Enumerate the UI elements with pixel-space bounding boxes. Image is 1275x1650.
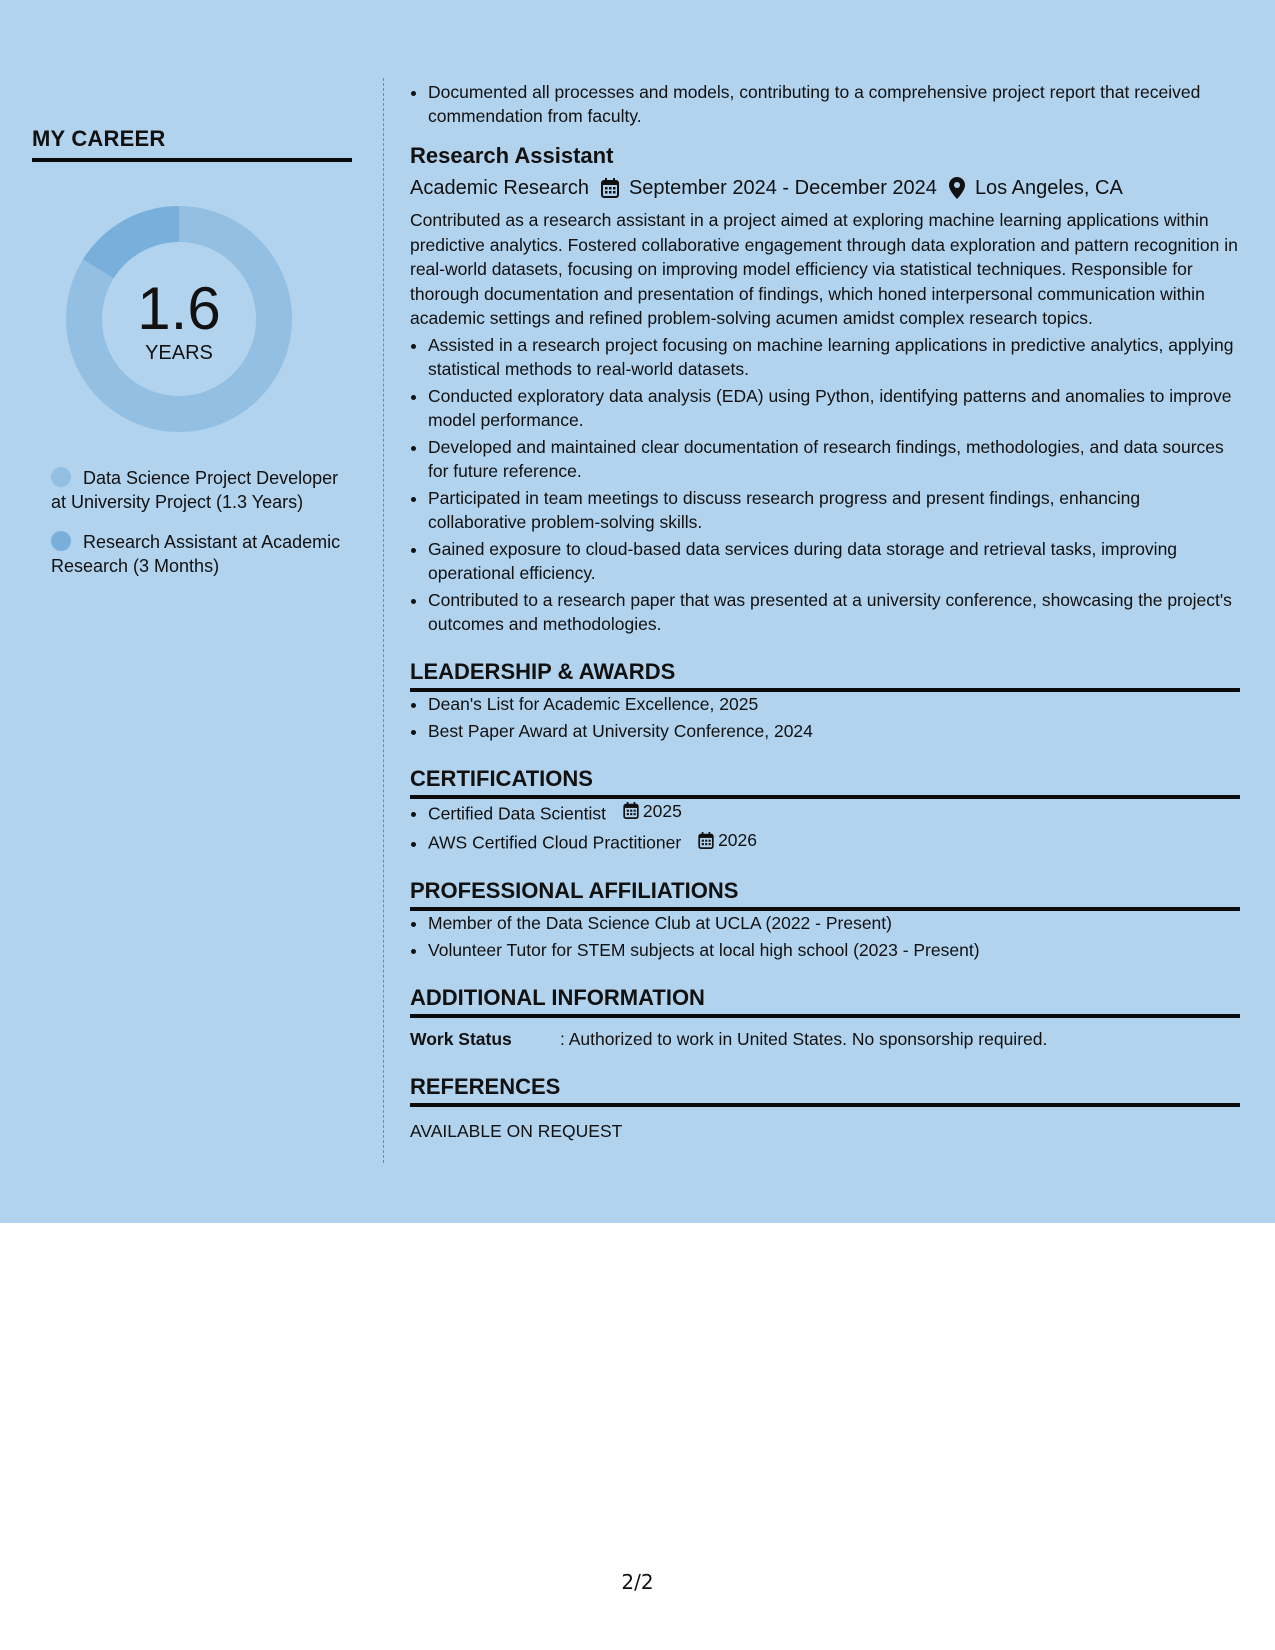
leadership-list: [410, 692, 1240, 743]
certifications-section-title: CERTIFICATIONS: [410, 765, 1240, 799]
job-title: Research Assistant: [410, 143, 614, 168]
career-total-unit: YEARS: [145, 342, 213, 364]
column-divider: [383, 78, 384, 1163]
legend-dot: [51, 531, 71, 551]
certifications-list: [410, 799, 1240, 855]
leadership-section-title: LEADERSHIP & AWARDS: [410, 658, 1240, 692]
page-number: 2/2: [621, 1570, 654, 1594]
work-status-value: : Authorized to work in United States. No sponsorship required.: [560, 1028, 1048, 1049]
main-content: [410, 80, 1240, 1143]
references-text: AVAILABLE ON REQUEST: [410, 1120, 623, 1141]
calendar-icon: [601, 178, 619, 198]
list-item: • Conducted exploratory data analysis (EDA) using Python, identifying patterns and anomalies to improve model performance.: [428, 384, 1240, 432]
job-description: Contributed as a research assistant in a project aimed at exploring machine learning applications within predictive analytics. Fostered collaborative engagement through data exploration and pattern recognition in real-world datasets, focusing on improving model efficiency via statistical techniques. Responsible for thorough documentation and presentation of findings, which honed interpersonal communication within academic settings and refined problem-solving acumen amidst complex research topics.: [410, 210, 1238, 328]
list-item: • Gained exposure to cloud-based data services during data storage and retrieval tasks, improving operational efficiency.: [428, 537, 1240, 585]
list-item: • Member of the Data Science Club at UCLA (2022 - Present): [428, 911, 1240, 935]
list-item: • Best Paper Award at University Conference, 2024: [428, 719, 1240, 743]
list-item: • Participated in team meetings to discuss research progress and present findings, enhancing collaborative problem-solving skills.: [428, 486, 1240, 534]
calendar-icon: [698, 832, 714, 849]
legend-label: Research Assistant at Academic Research (3 Months): [51, 532, 341, 576]
certification-item: [428, 828, 1240, 855]
list-item: • Dean's List for Academic Excellence, 2025: [428, 692, 1240, 716]
legend-dot: [51, 467, 71, 487]
list-item: • Contributed to a research paper that was presented at a university conference, showcasing the project's outcomes and methodologies.: [428, 588, 1240, 636]
list-item: • Assisted in a research project focusing on machine learning applications in predictive analytics, applying statistical methods to real-world datasets.: [428, 333, 1240, 381]
list-item: • Developed and maintained clear documentation of research findings, methodologies, and data sources for future reference.: [428, 435, 1240, 483]
certification-year: 2025: [642, 800, 682, 821]
legend-item: [51, 466, 341, 514]
certification-item: [428, 799, 1240, 826]
certification-name: Certified Data Scientist: [428, 803, 606, 823]
certification-name: AWS Certified Cloud Practitioner: [428, 832, 682, 853]
affiliations-list: [410, 911, 1240, 962]
legend-item: [51, 530, 341, 578]
career-total-value: 1.6: [137, 275, 221, 342]
map-pin-icon: [949, 177, 965, 199]
certification-year: 2026: [718, 830, 758, 850]
job-dates: September 2024 - December 2024: [628, 177, 937, 199]
legend-label: Data Science Project Developer at University Project (1.3 Years): [51, 468, 339, 512]
career-legend: [51, 466, 341, 578]
job-company: Academic Research: [410, 177, 589, 199]
work-status-label: Work Status: [410, 1028, 512, 1049]
job-meta: [410, 174, 1240, 202]
career-donut-chart: [66, 206, 292, 432]
work-status-row: [410, 1027, 1240, 1051]
donut-center: [66, 206, 292, 432]
job-location: Los Angeles, CA: [974, 177, 1123, 199]
affiliations-section-title: PROFESSIONAL AFFILIATIONS: [410, 877, 1240, 911]
references-section-title: REFERENCES: [410, 1073, 1240, 1107]
job-bullets: [410, 333, 1240, 636]
previous-job-bullets: [410, 80, 1240, 128]
certification-date: [698, 828, 757, 852]
career-sidebar: [32, 124, 352, 594]
list-item: • Documented all processes and models, contributing to a comprehensive project report that received commendation from faculty.: [428, 80, 1240, 128]
additional-info-section-title: ADDITIONAL INFORMATION: [410, 984, 1240, 1018]
certification-date: [623, 799, 682, 823]
career-section-title: MY CAREER: [32, 124, 352, 162]
calendar-icon: [623, 802, 639, 819]
list-item: • Volunteer Tutor for STEM subjects at local high school (2023 - Present): [428, 938, 1240, 962]
